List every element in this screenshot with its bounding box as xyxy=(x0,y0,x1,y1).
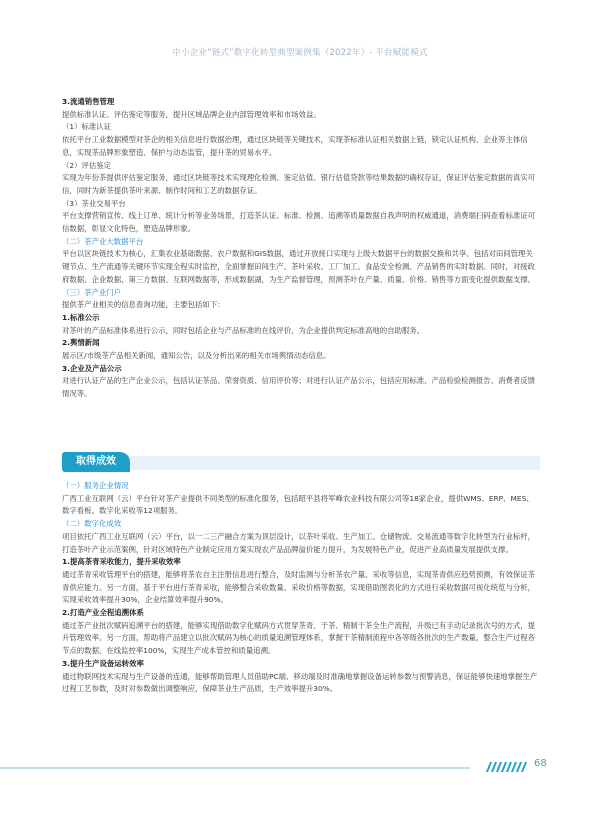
item-title: 1.标准公示 xyxy=(62,312,100,322)
paragraph: 提供茶产业相关的信息查询功能，主要包括如下： xyxy=(62,300,225,310)
section-heading: （二）茶产业大数据平台 xyxy=(62,236,144,246)
item-title: 3.企业及产品公示 xyxy=(62,363,122,373)
footer-stripes-decoration xyxy=(486,762,530,772)
paragraph: 平台支撑营销宣传、线上订单、统计分析等业务场景，打造茶认证、标准、检测、追溯等质量数据自我声明的权威通道，消费端扫码查看标准证可信数据，彰显文化特色，塑造品牌形象。 xyxy=(62,211,536,234)
main-content xyxy=(62,96,540,401)
paragraph: 依托平台工业数据模型对茶企的相关信息进行数据治理，通过区块链等关键技术，实现茶标准认证相关数据上链，锁定认证机构、企业等主体信息，实现茶品牌形象塑造、保护与动态监管，提升茶的贸易水平。 xyxy=(62,135,528,157)
paragraph: 项目依托广西工业互联网（云）平台，以一二三产融合方案为顶层设计，以茶叶采收、生产加工、仓储物流、交易流通等数字化转型为行业标杆，打造茶叶产业示范案例，针对区域特色产业制定应用方案实现农产品品牌溢价能力提升，为发展特色产业，促进产业高质量发展提供支撑。 xyxy=(62,531,536,554)
paragraph: 平台以区块链技术为核心，汇集农业基础数据、农户数据和GIS数据，通过开放接口实现与上级大数据平台的数据交换和共享。包括对田间管理关键节点、生产流通等关键环节实现全程实时监控，全面掌握田间生产、茶叶采收、工厂加工、食品安全检测、产品销售的实时数据。同时，对接政府数据、企业数据、第三方数据、互联网数据等，形成数据湖，为生产监督管理，预测茶叶在产量、质量、价格、销售等方面变化提供数据支撑。 xyxy=(62,249,536,284)
subsection-title: （2）评估鉴定 xyxy=(62,160,112,170)
paragraph: 实现为年份茶提供评估鉴定服务，通过区块链等技术实现理化检测、鉴定估值、银行估值贷款等结果数据的确权存证，保证评估鉴定数据的真实可信，同时为新茶提供茶叶来源、制作时间和工艺的数据存证。 xyxy=(62,173,536,195)
section-heading: （二）数字化成效 xyxy=(62,519,122,529)
running-header: 中小企业“链式”数字化转型典型案例集（2022年）- 平台赋能模式 xyxy=(172,48,428,58)
section-title: 3.流通销售管理 xyxy=(62,97,115,106)
page-number: 68 xyxy=(534,758,547,769)
paragraph: 通过物联网技术实现与生产设备的连通，能够帮助管理人员借助PC端、移动端及时准确地掌握设备运转参数与预警消息，保证能够快速地掌握生产过程工艺参数，及时对参数做出调整响应，保障茶业生产品质，生产效率提升30%。 xyxy=(62,671,538,694)
subsection-title: （1）标准认证 xyxy=(62,122,112,132)
section-heading: （一）服务企业情况 xyxy=(62,481,129,490)
paragraph: 通过茶青采收管理平台的搭建，能够将茶农自主注册信息进行整合，及时监测与分析茶农产量、采收等信息，实现茶青供应趋势预测，有效保证茶青供应能力。另一方面，基于平台进行茶青采收，能够整合采收数量、采收价格等数据，实现借助图表化的方式进行采收数据可视化统览与分析，实现采收效率提升30%，企业结算效率提升90%。 xyxy=(62,569,536,605)
banner-title: 取得成效 xyxy=(62,452,130,472)
item-title: 1.提高茶青采收能力，提升采收效率 xyxy=(62,557,181,567)
results-content xyxy=(62,480,540,696)
footer-rule xyxy=(0,767,470,769)
item-title: 2.打造产业全程追溯体系 xyxy=(62,608,144,618)
item-title: 3.提升生产设备运转效率 xyxy=(62,658,144,668)
paragraph: 展示区/市级茶产品相关新闻，通知公告，以及分析出来的相关市场舆情动态信息。 xyxy=(62,351,331,361)
results-banner xyxy=(62,452,540,472)
paragraph: 提供标准认证、评估鉴定等服务，提升区域品牌企业内部管理效率和市场效益。 xyxy=(62,109,321,119)
banner-background xyxy=(62,456,540,470)
paragraph: 对茶叶的产品标准体系进行公示，同时包括企业与产品标准的在线评价，为企业提供判定标准高地的自助服务。 xyxy=(62,325,425,335)
subsection-title: （3）茶业交易平台 xyxy=(62,198,126,208)
paragraph: 对进行认证产品的生产企业公示，包括认证茶品、荣誉资质、信用评价等；对进行认证产品公示，包括应用标准、产品检验检测报告、消费者反馈情况等。 xyxy=(62,376,536,399)
section-heading: （三）茶产业门户 xyxy=(62,287,122,297)
paragraph: 通过茶产业批次赋码追溯平台的搭建，能够实现借助数字化赋码方式贯穿茶青、干茶、精制干茶全生产流程，升级已有手动记录批次号的方式，提升管理效率。另一方面，帮助将产品建立以批次赋码为核心的质量追溯管理体系，掌握干茶精制流程中各等级各批次的生产数量，整合生产过程各节点的数据，在线监控率100%，实现生产成本管控和质量追溯。 xyxy=(62,620,536,656)
item-title: 2.舆情新闻 xyxy=(62,338,100,348)
paragraph: 广西工业互联网（云）平台针对茶产业提供不同类型的标准化服务，包括昭平县将军峰农业科技有限公司等18家企业，提供WMS、ERP、MES、数字看板、数字化采收等12项服务。 xyxy=(62,493,534,516)
